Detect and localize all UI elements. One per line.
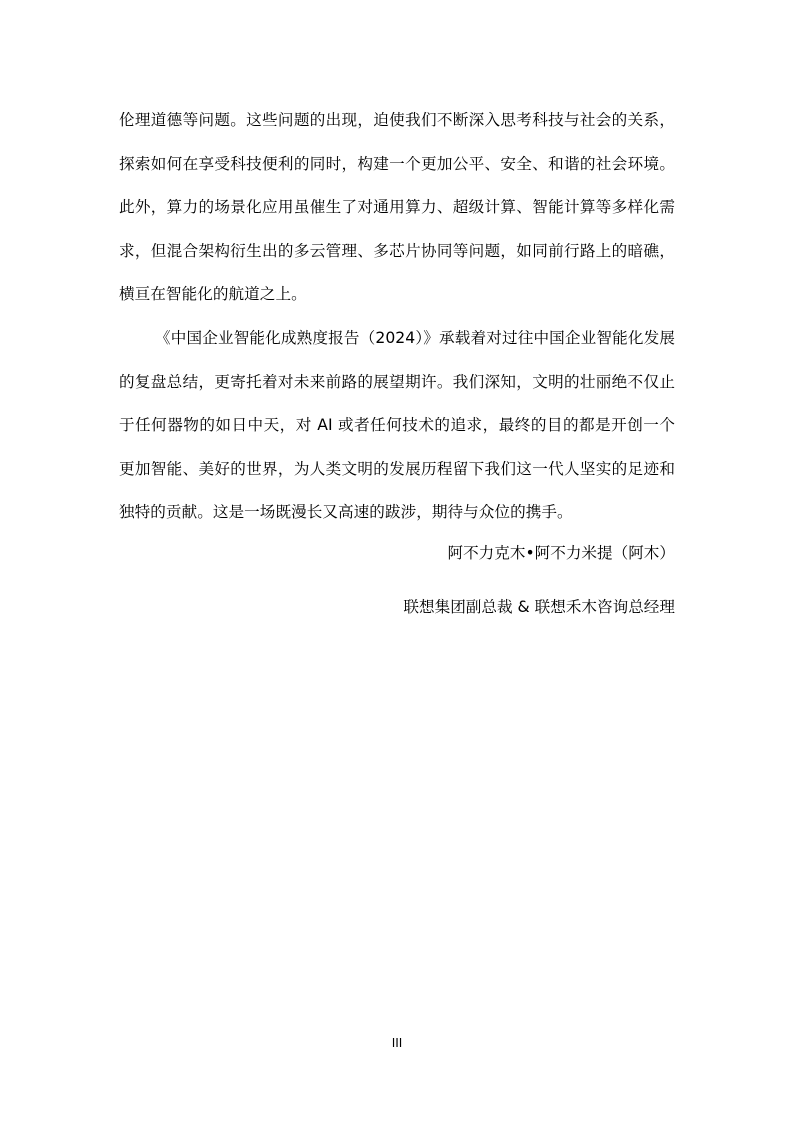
paragraph-line: 探索如何在享受科技便利的同时，构建一个更加公平、安全、和谐的社会环境。 bbox=[119, 154, 675, 173]
paragraph-line: 《中国企业智能化成熟度报告（2024）》承载着对过往中国企业智能化发展 bbox=[155, 328, 675, 347]
signature-name: 阿不力克木•阿不力米提（阿木） bbox=[447, 544, 675, 562]
paragraph-1 bbox=[119, 99, 675, 317]
signature-title: 联想集团副总裁 & 联想禾木咨询总经理 bbox=[403, 598, 675, 616]
paragraph-line: 此外，算力的场景化应用虽催生了对通用算力、超级计算、智能计算等多样化需 bbox=[119, 198, 675, 217]
paragraph-line: 横亘在智能化的航道之上。 bbox=[119, 285, 307, 304]
paragraph-line: 于任何器物的如日中天，对 AI 或者任何技术的追求，最终的目的都是开创一个 bbox=[119, 416, 675, 435]
page-number: III bbox=[391, 1036, 403, 1050]
paragraph-line: 独特的贡献。这是一场既漫长又高速的跋涉，期待与众位的携手。 bbox=[119, 503, 573, 522]
paragraph-2 bbox=[119, 317, 675, 535]
paragraph-line: 伦理道德等问题。这些问题的出现，迫使我们不断深入思考科技与社会的关系， bbox=[119, 111, 675, 129]
paragraph-line: 的复盘总结，更寄托着对未来前路的展望期许。我们深知，文明的壮丽绝不仅止 bbox=[119, 372, 675, 391]
body-text bbox=[119, 99, 675, 535]
paragraph-line: 更加智能、美好的世界，为人类文明的发展历程留下我们这一代人坚实的足迹和 bbox=[119, 459, 675, 478]
paragraph-line: 求，但混合架构衍生出的多云管理、多芯片协同等问题，如同前行路上的暗礁， bbox=[119, 241, 675, 260]
